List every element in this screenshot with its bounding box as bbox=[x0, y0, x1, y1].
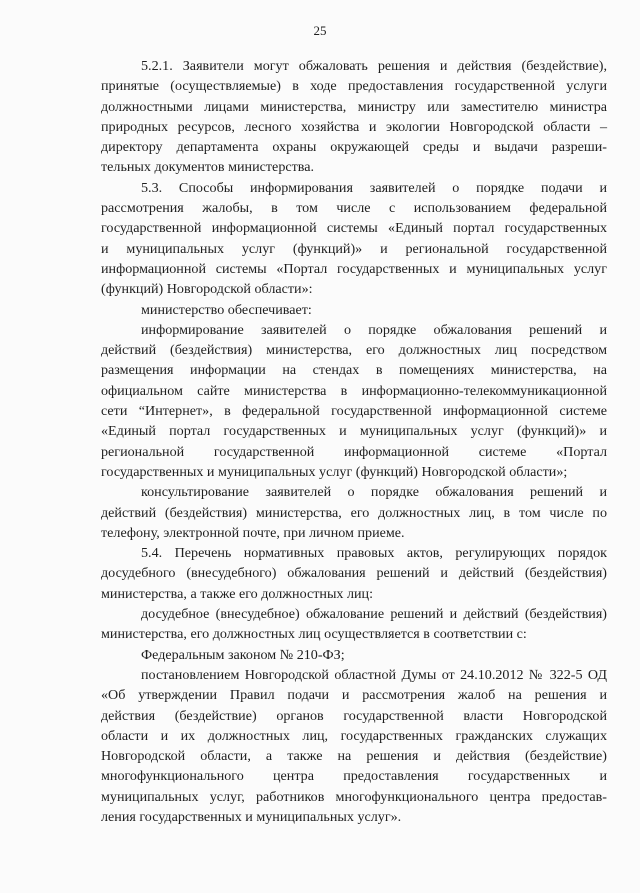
text-line: официальном сайте министерства в информационно-телекоммуникационной bbox=[101, 382, 607, 399]
page-number: 25 bbox=[313, 23, 327, 38]
text-line: «Единый портал государственных и муниципальных услуг (функций)» и bbox=[101, 423, 607, 440]
text-line: сети “Интернет», в федеральной государственной информационной системе bbox=[101, 403, 607, 420]
text-line: действия (бездействие) органов государственной власти Новгородской bbox=[101, 707, 607, 724]
text-line: телефону, электронной почте, при личном приеме. bbox=[101, 524, 405, 541]
text-line: 5.3. Способы информирования заявителей о порядке подачи и bbox=[141, 179, 607, 196]
text-line: досудебное (внесудебное) обжалование решений и действий (бездействия) bbox=[141, 606, 607, 623]
text-line: министерства, его должностных лиц осуществляется в соответствии с: bbox=[101, 626, 527, 643]
text-line: области и их должностных лиц, государственных гражданских служащих bbox=[101, 727, 607, 744]
text-line: досудебного (внесудебного) обжалования решений и действий (бездействия) bbox=[101, 565, 607, 582]
text-line: министерство обеспечивает: bbox=[141, 301, 312, 318]
text-line: государственной информационной системы «Единый портал государственных bbox=[101, 220, 607, 237]
text-line: постановлением Новгородской областной Думы от 24.10.2012 № 322-5 ОД bbox=[141, 666, 607, 683]
text-line: региональной государственной информационной системе «Портал bbox=[101, 443, 607, 460]
text-line: директору департамента охраны окружающей среды и выдачи разреши- bbox=[101, 139, 607, 156]
text-line: Новгородской области, а также на решения и действия (бездействие) bbox=[101, 748, 607, 765]
text-line: (функций) Новгородской области»: bbox=[101, 281, 313, 298]
text-line: действий (бездействия) министерства, его должностных лиц посредством bbox=[101, 342, 607, 359]
text-line: рассмотрения жалобы, в том числе с использованием федеральной bbox=[101, 200, 607, 217]
text-line: и муниципальных услуг (функций)» и региональной государственной bbox=[101, 240, 607, 257]
text-line: 5.2.1. Заявители могут обжаловать решения и действия (бездействие), bbox=[141, 58, 607, 74]
text-line: принятые (осуществляемые) в ходе предоставления государственной услуги bbox=[101, 78, 607, 95]
text-line: размещения информации на стендах в помещениях министерства, на bbox=[101, 362, 607, 379]
text-line: консультирование заявителей о порядке обжалования решений и bbox=[141, 484, 607, 501]
text-line: многофункционального центра предоставления государственных и bbox=[101, 768, 607, 785]
text-line: должностными лицами министерства, министру или заместителю министра bbox=[101, 98, 607, 115]
text-line: тельных документов министерства. bbox=[101, 159, 315, 176]
text-line: действий (бездействия) министерства, его должностных лиц, в том числе по bbox=[101, 504, 607, 521]
text-line: Федеральным законом № 210-ФЗ; bbox=[141, 646, 345, 663]
text-line: 5.4. Перечень нормативных правовых актов, регулирующих порядок bbox=[141, 545, 607, 562]
text-line: ления государственных и муниципальных услуг». bbox=[101, 808, 402, 825]
text-line: информирование заявителей о порядке обжалования решений и bbox=[141, 321, 607, 338]
text-line: «Об утверждении Правил подачи и рассмотрения жалоб на решения и bbox=[101, 687, 607, 704]
text-line: министерства, а также его должностных лиц: bbox=[101, 585, 374, 602]
text-line: муниципальных услуг, работников многофункционального центра предостав- bbox=[101, 788, 607, 805]
text-line: государственных и муниципальных услуг (функций) Новгородской области»; bbox=[101, 463, 568, 480]
text-line: информационной системы «Портал государственных и муниципальных услуг bbox=[101, 260, 607, 277]
text-line: природных ресурсов, лесного хозяйства и экологии Новгородской области – bbox=[101, 118, 607, 135]
document-body bbox=[101, 56, 607, 827]
